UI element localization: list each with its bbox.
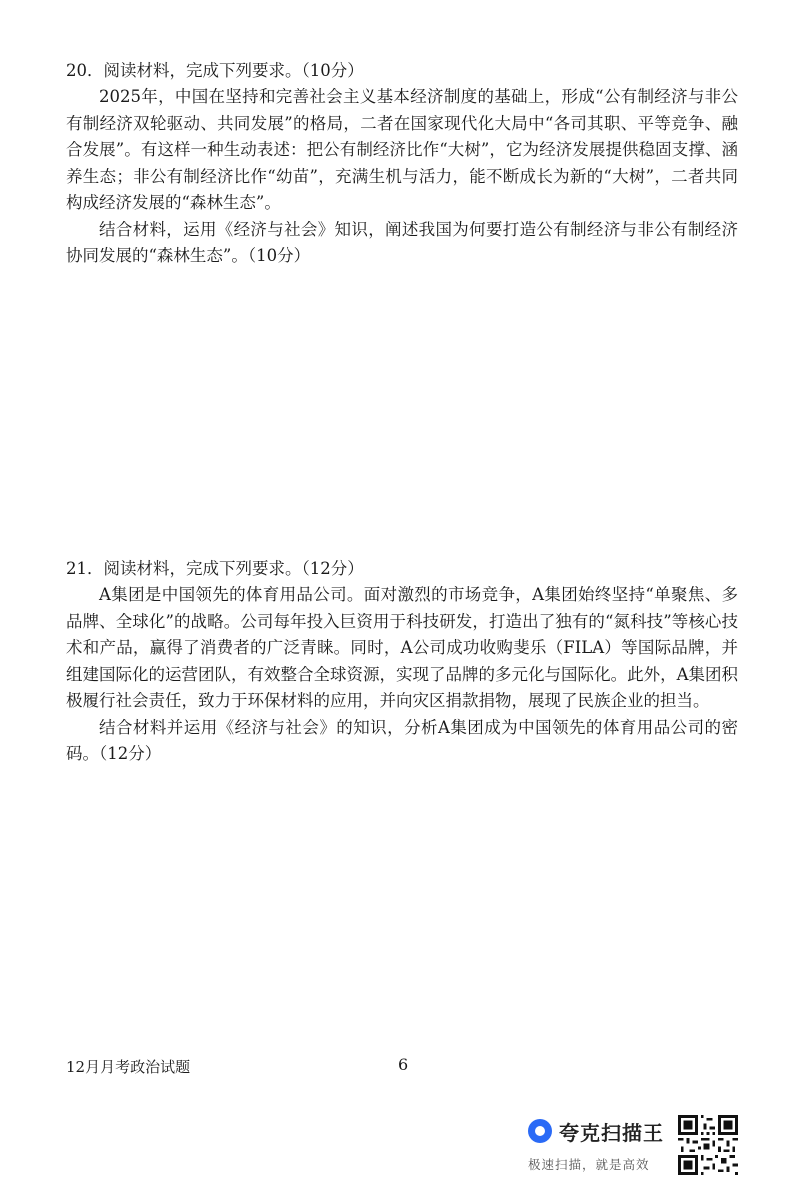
scanner-watermark	[528, 1115, 740, 1177]
scanner-brand-row	[528, 1115, 664, 1147]
question-21-material: A集团是中国领先的体育用品公司。面对激烈的市场竞争，A集团始终坚持“单聚焦、多品牌、全球化”的战略。公司每年投入巨资用于科技研发，打造出了独有的“氮科技”等核心技术和产品，赢得了消费者的广泛青睐。同时，A公司成功收购斐乐（FILA）等国际品牌，并组建国际化的运营团队，有效整合全球资源，实现了品牌的多元化与国际化。此外，A集团积极履行社会责任，致力于环保材料的应用，并向灾区捐款捐物，展现了民族企业的担当。	[66, 585, 738, 710]
question-21	[66, 556, 738, 768]
exam-title-footer: 12月月考政治试题	[66, 1058, 191, 1076]
quark-logo-icon	[528, 1119, 552, 1143]
qr-code-icon	[678, 1115, 738, 1175]
question-21-requirement: 结合材料并运用《经济与社会》的知识，分析A集团成为中国领先的体育用品公司的密码。（12分）	[66, 717, 738, 763]
question-20-title: 20．阅读材料，完成下列要求。（10分）	[66, 61, 364, 80]
question-20	[66, 58, 738, 270]
question-21-title: 21．阅读材料，完成下列要求。（12分）	[66, 559, 364, 578]
scanner-slogan: 极速扫描，就是高效	[528, 1157, 650, 1172]
question-20-requirement: 结合材料，运用《经济与社会》知识，阐述我国为何要打造公有制经济与非公有制经济协同发展的“森林生态”。（10分）	[66, 219, 738, 265]
page-number: 6	[398, 1055, 409, 1074]
scanner-brand-name: 夸克扫描王	[559, 1120, 664, 1145]
question-20-material: 2025年，中国在坚持和完善社会主义基本经济制度的基础上，形成“公有制经济与非公有制经济双轮驱动、共同发展”的格局，二者在国家现代化大局中“各司其职、平等竞争、融合发展”。有这样一种生动表述：把公有制经济比作“大树”，它为经济发展提供稳固支撑、涵养生态；非公有制经济比作“幼苗”，充满生机与活力，能不断成长为新的“大树”，二者共同构成经济发展的“森林生态”。	[66, 87, 738, 212]
